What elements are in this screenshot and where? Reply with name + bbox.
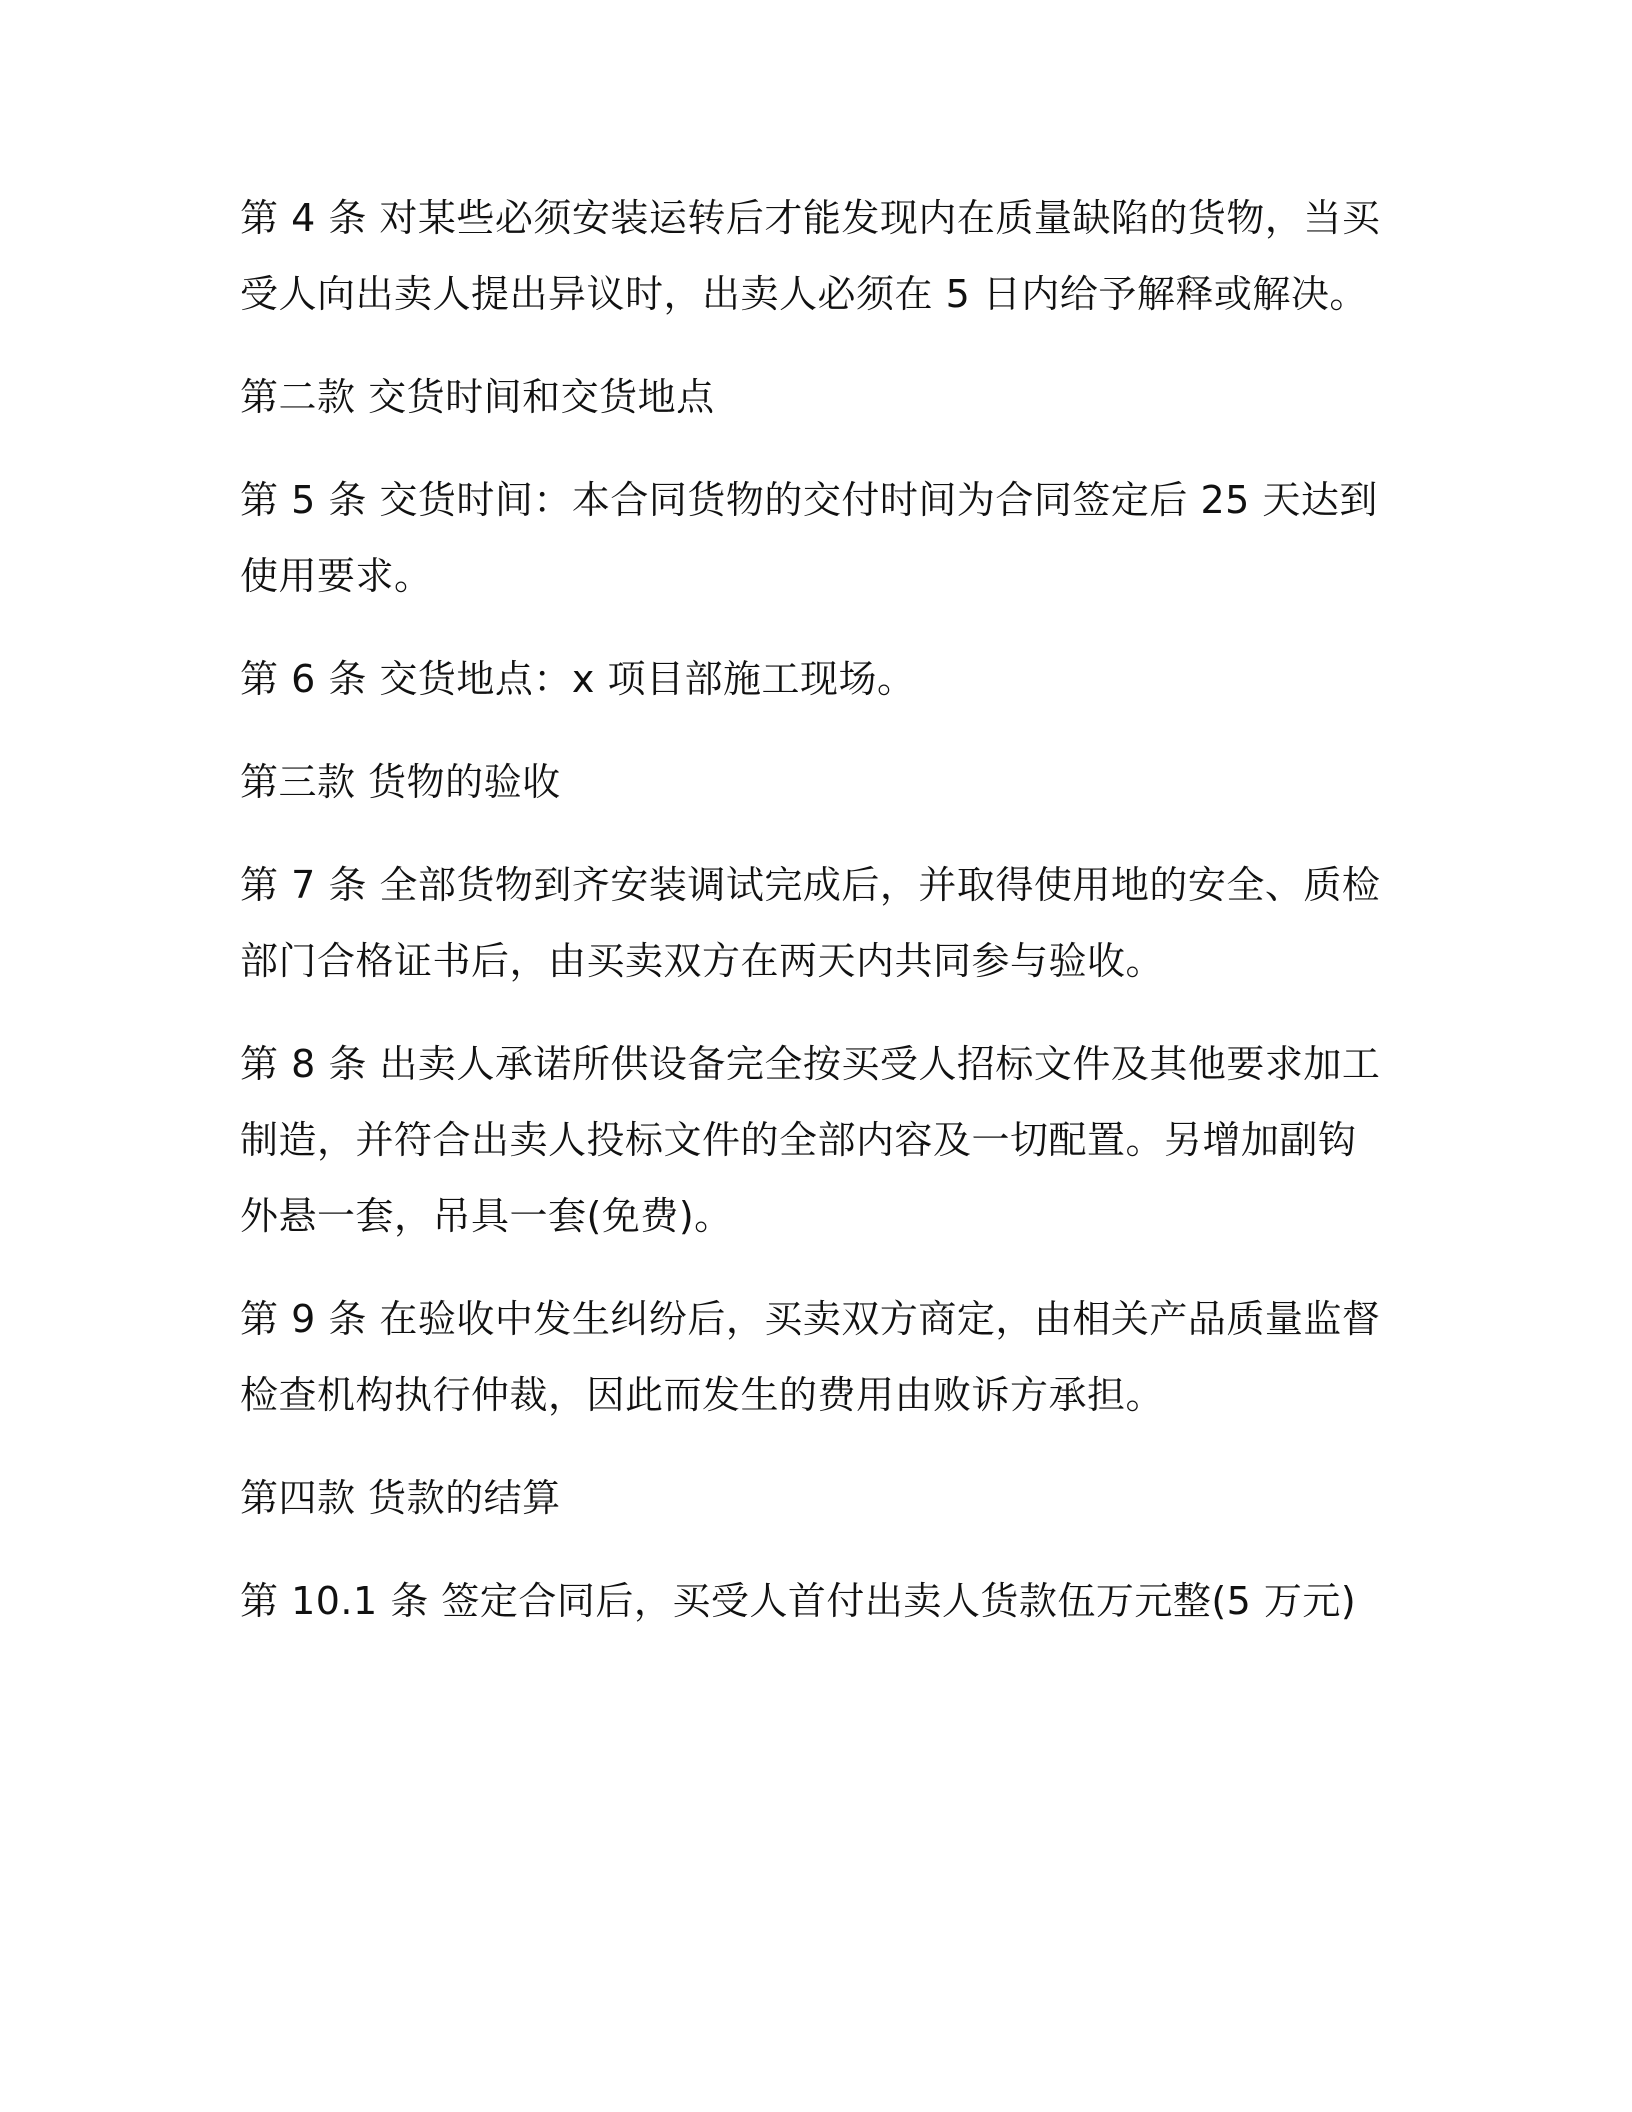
clause-8: 第 8 条 出卖人承诺所供设备完全按买受人招标文件及其他要求加工制造，并符合出卖人投标文件的全部内容及一切配置。另增加副钩外悬一套，吊具一套(免费)。 [240,1042,1381,1238]
clause-6: 第 6 条 交货地点：x 项目部施工现场。 [240,657,916,701]
clause-4: 第 4 条 对某些必须安装运转后才能发现内在质量缺陷的货物，当买受人向出卖人提出异议时，出卖人必须在 5 日内给予解释或解决。 [240,196,1381,316]
section-heading-4: 第四款 货款的结算 [240,1476,561,1520]
clause-10-1: 第 10.1 条 签定合同后，买受人首付出卖人货款伍万元整(5 万元) [240,1579,1357,1623]
section-heading-3: 第三款 货物的验收 [240,760,561,804]
clause-7: 第 7 条 全部货物到齐安装调试完成后，并取得使用地的安全、质检部门合格证书后，由买卖双方在两天内共同参与验收。 [240,863,1381,983]
section-heading-2: 第二款 交货时间和交货地点 [240,375,715,419]
clause-9: 第 9 条 在验收中发生纠纷后，买卖双方商定，由相关产品质量监督检查机构执行仲裁，因此而发生的费用由败诉方承担。 [240,1297,1381,1417]
document-body [240,180,1390,1666]
clause-5: 第 5 条 交货时间：本合同货物的交付时间为合同签定后 25 天达到使用要求。 [240,478,1378,598]
